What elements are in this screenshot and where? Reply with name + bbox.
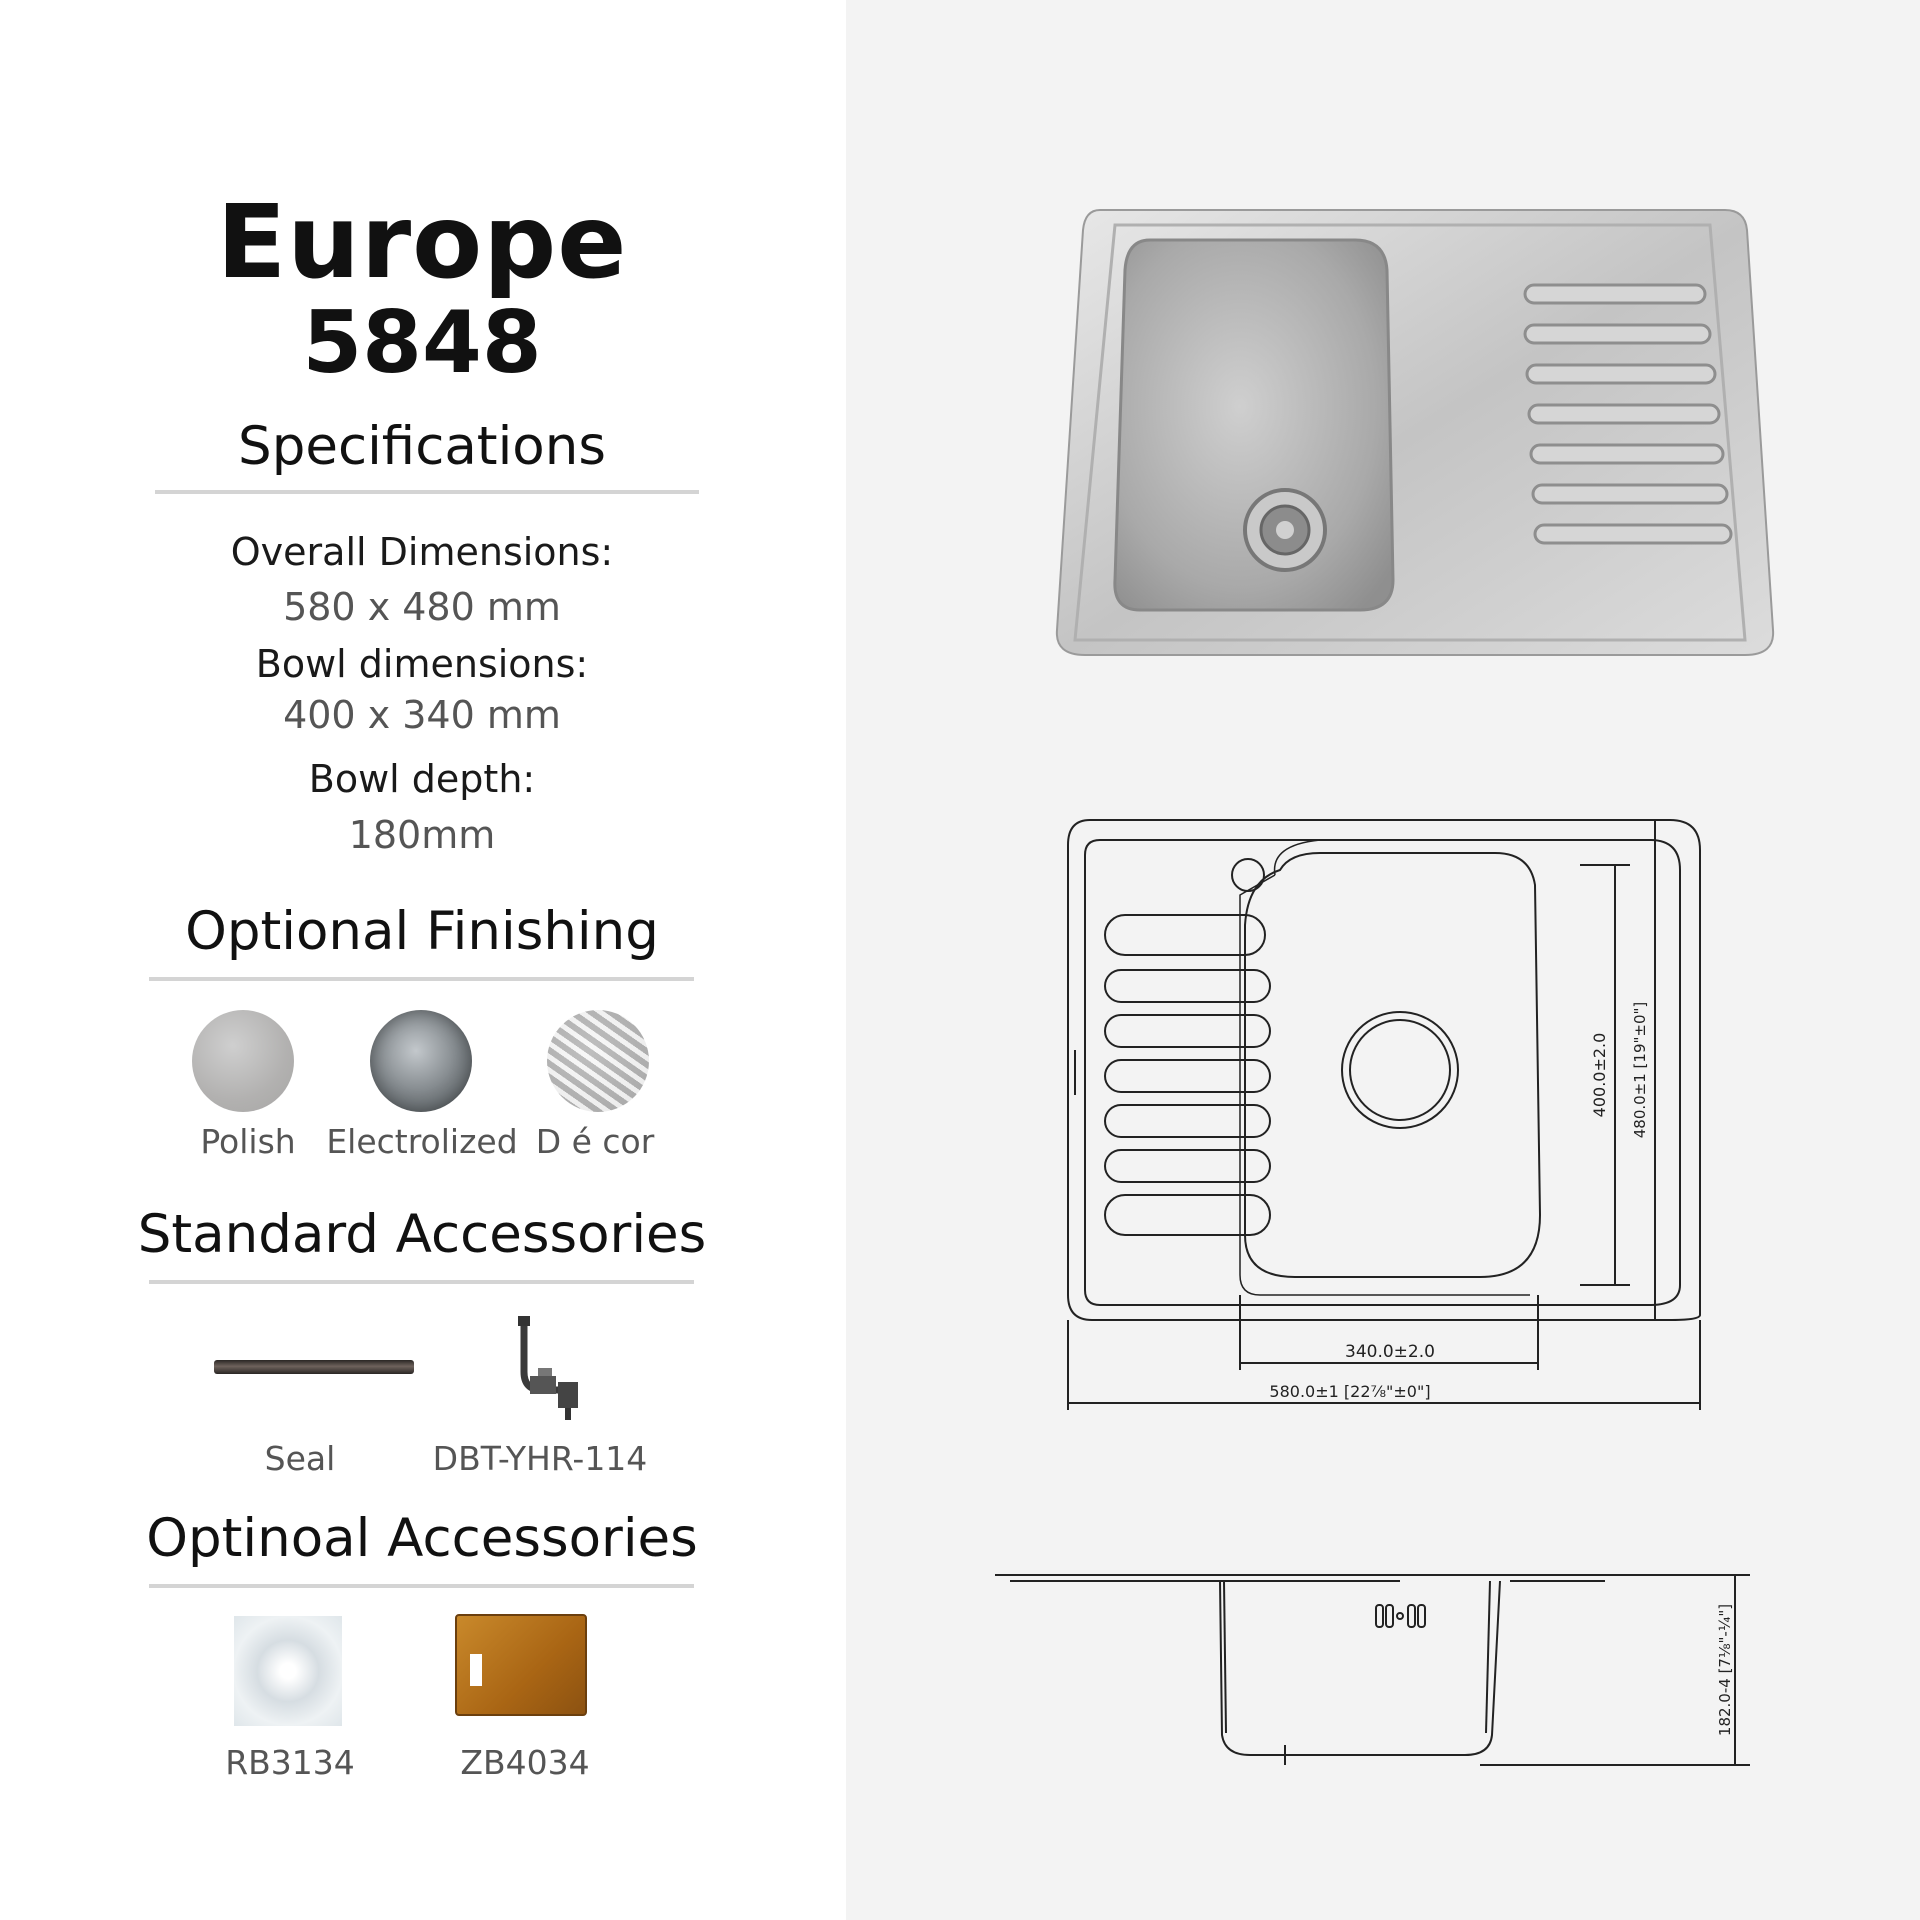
overall-dimensions-value: 580 x 480 mm bbox=[283, 585, 561, 629]
overall-width-dimension: 580.0±1 [22⅞"±0"] bbox=[1269, 1382, 1431, 1401]
polish-swatch bbox=[192, 1010, 294, 1112]
overall-length-dimension: 480.0±1 [19"±0"] bbox=[1631, 1001, 1649, 1139]
finishing-divider bbox=[149, 977, 694, 981]
decor-swatch bbox=[547, 1010, 649, 1112]
bowl-depth-value: 180mm bbox=[348, 813, 496, 857]
electrolized-caption: Electrolized bbox=[326, 1122, 518, 1161]
rb3134-caption: RB3134 bbox=[225, 1743, 355, 1782]
zb4034-caption: ZB4034 bbox=[460, 1743, 590, 1782]
optional-accessories-divider bbox=[149, 1584, 694, 1588]
drain-kit-image bbox=[500, 1312, 590, 1422]
electrolized-swatch bbox=[370, 1010, 472, 1112]
side-view-drawing bbox=[990, 1565, 1770, 1780]
bowl-dimensions-label: Bowl dimensions: bbox=[255, 642, 589, 686]
bowl-length-dimension: 400.0±2.0 bbox=[1590, 1032, 1609, 1118]
polish-caption: Polish bbox=[200, 1122, 296, 1161]
finishing-heading: Optional Finishing bbox=[185, 901, 659, 962]
bowl-width-dimension: 340.0±2.0 bbox=[1345, 1342, 1435, 1362]
specifications-heading: Specifications bbox=[238, 416, 606, 477]
overall-dimensions-label: Overall Dimensions: bbox=[230, 530, 614, 574]
top-view-drawing bbox=[1060, 815, 1760, 1415]
seal-caption: Seal bbox=[264, 1439, 336, 1478]
specifications-divider bbox=[155, 490, 699, 494]
sink-photo bbox=[1055, 200, 1775, 670]
product-model: 5848 bbox=[302, 293, 542, 393]
product-series: Europe bbox=[216, 183, 628, 302]
seal-image bbox=[214, 1360, 414, 1374]
bowl-dimensions-value: 400 x 340 mm bbox=[283, 693, 561, 737]
drain-kit-caption: DBT-YHR-114 bbox=[432, 1439, 648, 1478]
decor-caption: D é cor bbox=[535, 1122, 655, 1161]
bowl-depth-label: Bowl depth: bbox=[308, 757, 536, 801]
standard-accessories-divider bbox=[149, 1280, 694, 1284]
cutting-board-image bbox=[455, 1614, 587, 1716]
optional-accessories-heading: Optinoal Accessories bbox=[146, 1508, 698, 1569]
bowl-depth-dimension: 182.0-4 [7⅛"-¼"] bbox=[1716, 1603, 1734, 1737]
cutting-board-handle-slot bbox=[470, 1654, 482, 1686]
basket-strainer-image bbox=[234, 1616, 342, 1726]
standard-accessories-heading: Standard Accessories bbox=[137, 1204, 707, 1265]
